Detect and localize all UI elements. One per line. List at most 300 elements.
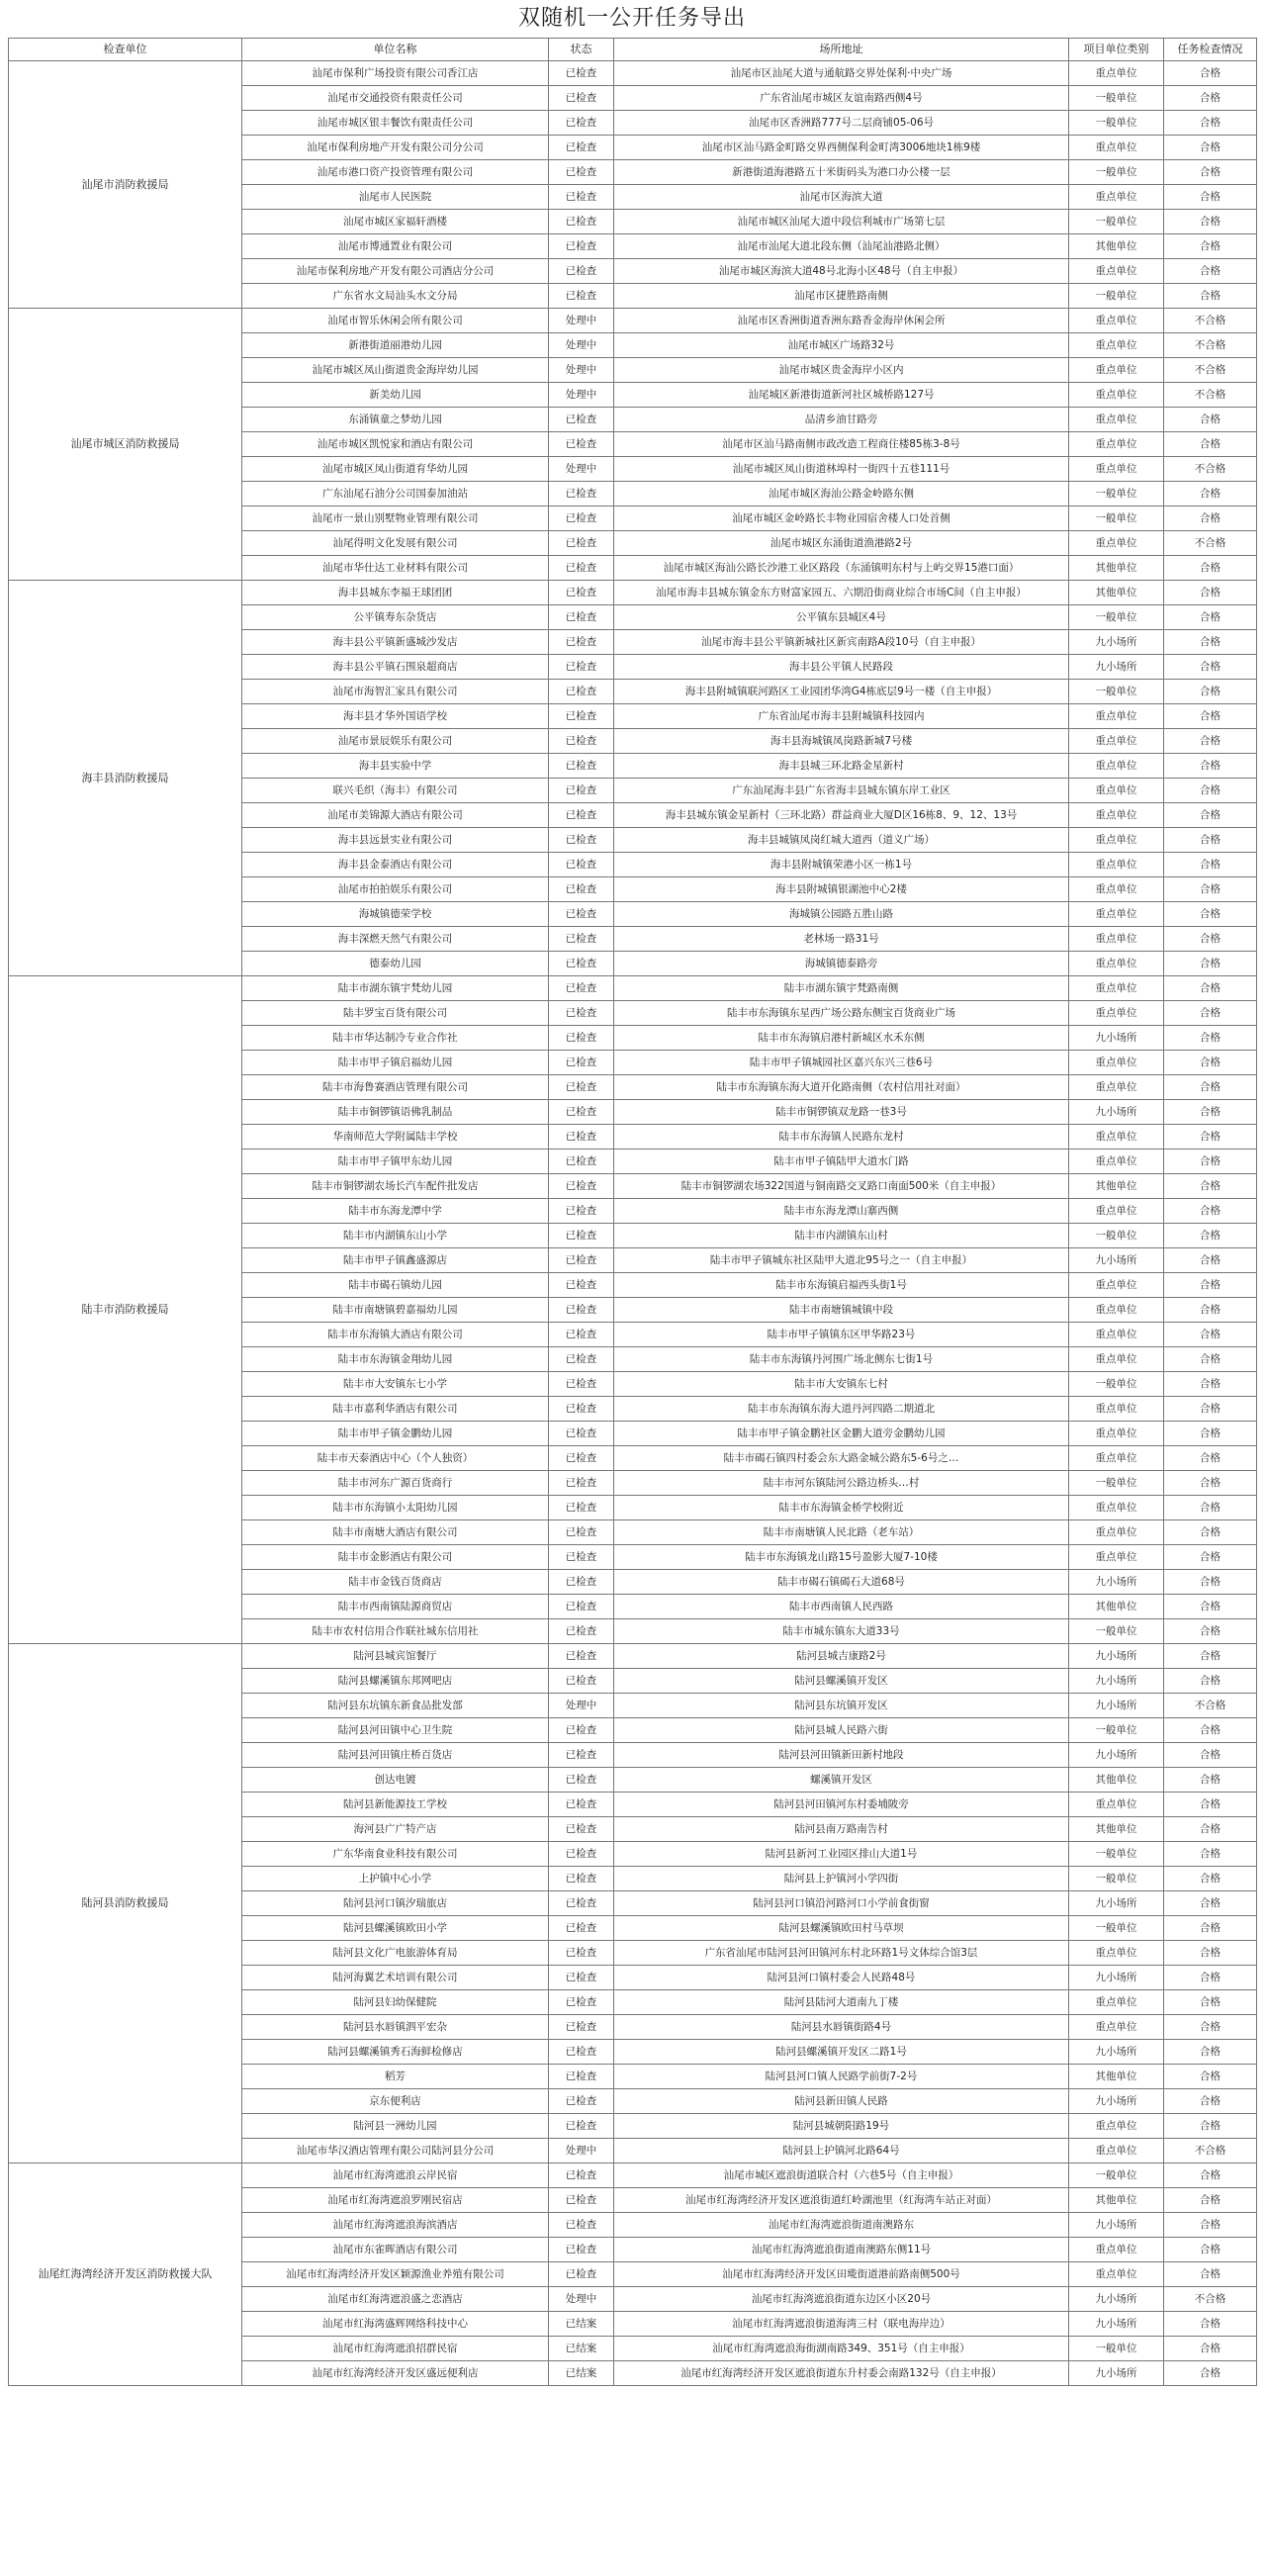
result-cell: 不合格 — [1164, 358, 1257, 383]
address-cell: 陆河县螺溪镇欧田村马草坝 — [614, 1916, 1069, 1941]
status-cell: 已检查 — [549, 1545, 614, 1570]
category-cell: 九小场所 — [1069, 630, 1164, 655]
address-cell: 海丰县公平镇人民路段 — [614, 655, 1069, 680]
unit-name-cell: 陆丰市南塘大酒店有限公司 — [242, 1520, 549, 1545]
status-cell: 已检查 — [549, 803, 614, 828]
unit-name-cell: 陆河县螺溪镇东邦网吧店 — [242, 1669, 549, 1694]
address-cell: 汕尾市红海湾遮浪街道南澳路东 — [614, 2213, 1069, 2238]
result-cell: 合格 — [1164, 2312, 1257, 2337]
inspection-unit-cell: 陆丰市消防救援局 — [9, 976, 242, 1644]
status-cell: 已检查 — [549, 185, 614, 210]
category-cell: 九小场所 — [1069, 2312, 1164, 2337]
category-cell: 重点单位 — [1069, 1075, 1164, 1100]
category-cell: 一般单位 — [1069, 160, 1164, 185]
result-cell: 合格 — [1164, 2065, 1257, 2089]
status-cell: 已检查 — [549, 531, 614, 556]
status-cell: 已检查 — [549, 61, 614, 86]
header-unit-name: 单位名称 — [242, 39, 549, 61]
unit-name-cell: 汕尾市景辰娱乐有限公司 — [242, 729, 549, 754]
unit-name-cell: 陆丰市西南镇陆源商贸店 — [242, 1595, 549, 1619]
unit-name-cell: 汕尾市美锦源大酒店有限公司 — [242, 803, 549, 828]
result-cell: 合格 — [1164, 581, 1257, 605]
status-cell: 已检查 — [549, 86, 614, 111]
address-cell: 陆丰市河东镇陆河公路边桥头…村 — [614, 1471, 1069, 1496]
status-cell: 已检查 — [549, 506, 614, 531]
result-cell: 合格 — [1164, 1570, 1257, 1595]
category-cell: 九小场所 — [1069, 2213, 1164, 2238]
address-cell: 陆河县城吉康路2号 — [614, 1644, 1069, 1669]
status-cell: 已检查 — [549, 284, 614, 309]
result-cell: 合格 — [1164, 2114, 1257, 2139]
unit-name-cell: 汕尾市华汉酒店管理有限公司陆河县分公司 — [242, 2139, 549, 2163]
document-page — [8, 0, 1256, 2386]
status-cell: 已检查 — [549, 754, 614, 779]
category-cell: 一般单位 — [1069, 284, 1164, 309]
address-cell: 陆河县城人民路六街 — [614, 1718, 1069, 1743]
unit-name-cell: 陆河县东坑镇东新食品批发部 — [242, 1694, 549, 1718]
unit-name-cell: 广东华南食业科技有限公司 — [242, 1842, 549, 1867]
result-cell: 不合格 — [1164, 1694, 1257, 1718]
address-cell: 陆河县上护镇河北路64号 — [614, 2139, 1069, 2163]
address-cell: 汕尾城区新港街道新河社区城桥路127号 — [614, 383, 1069, 408]
unit-name-cell: 海丰县城东李福王球团团 — [242, 581, 549, 605]
address-cell: 汕尾市城区金岭路长丰物业园宿舍楼人口处首侧 — [614, 506, 1069, 531]
result-cell: 合格 — [1164, 952, 1257, 976]
unit-name-cell: 陆丰市天泰酒店中心（个人独资） — [242, 1446, 549, 1471]
result-cell: 合格 — [1164, 506, 1257, 531]
result-cell: 合格 — [1164, 1966, 1257, 1990]
unit-name-cell: 德泰幼儿园 — [242, 952, 549, 976]
address-cell: 陆丰市碣石镇碣石大道68号 — [614, 1570, 1069, 1595]
result-cell: 合格 — [1164, 877, 1257, 902]
table-body — [9, 61, 1257, 2386]
address-cell: 汕尾市区海滨大道 — [614, 185, 1069, 210]
status-cell: 已检查 — [549, 2114, 614, 2139]
status-cell: 已检查 — [549, 1941, 614, 1966]
status-cell: 已检查 — [549, 1397, 614, 1422]
result-cell: 合格 — [1164, 2188, 1257, 2213]
status-cell: 已检查 — [549, 234, 614, 259]
status-cell: 已检查 — [549, 976, 614, 1001]
category-cell: 重点单位 — [1069, 803, 1164, 828]
address-cell: 海城镇德泰路旁 — [614, 952, 1069, 976]
category-cell: 重点单位 — [1069, 1051, 1164, 1075]
status-cell: 已检查 — [549, 779, 614, 803]
result-cell: 合格 — [1164, 1619, 1257, 1644]
unit-name-cell: 汕尾市城区家福轩酒楼 — [242, 210, 549, 234]
status-cell: 处理中 — [549, 2139, 614, 2163]
category-cell: 重点单位 — [1069, 457, 1164, 482]
status-cell: 已检查 — [549, 2040, 614, 2065]
result-cell: 合格 — [1164, 1768, 1257, 1793]
address-cell: 汕尾市区汕马路金町路交界西侧保利金町湾3006地块1栋9楼 — [614, 136, 1069, 160]
category-cell: 重点单位 — [1069, 309, 1164, 333]
unit-name-cell: 陆丰市碣石镇幼儿园 — [242, 1273, 549, 1298]
table-row — [9, 2163, 1257, 2188]
address-cell: 陆丰市东海镇龙山路15号盈影大厦7-10楼 — [614, 1545, 1069, 1570]
status-cell: 已检查 — [549, 1619, 614, 1644]
table-header-row — [9, 39, 1257, 61]
address-cell: 陆丰市甲子镇城东社区陆甲大道北95号之一（自主申报） — [614, 1248, 1069, 1273]
address-cell: 汕尾市区汕尾大道与通航路交界处保利·中央广场 — [614, 61, 1069, 86]
address-cell: 陆河县上护镇河小学四街 — [614, 1867, 1069, 1891]
status-cell: 处理中 — [549, 358, 614, 383]
unit-name-cell: 创达电镀 — [242, 1768, 549, 1793]
header-category: 项目单位类别 — [1069, 39, 1164, 61]
result-cell: 合格 — [1164, 1001, 1257, 1026]
category-cell: 重点单位 — [1069, 729, 1164, 754]
unit-name-cell: 汕尾市红海湾盛辉网络科技中心 — [242, 2312, 549, 2337]
category-cell: 重点单位 — [1069, 1793, 1164, 1817]
category-cell: 其他单位 — [1069, 1595, 1164, 1619]
table-row — [9, 309, 1257, 333]
unit-name-cell: 汕尾市东雀晖酒店有限公司 — [242, 2238, 549, 2262]
status-cell: 已检查 — [549, 1768, 614, 1793]
category-cell: 重点单位 — [1069, 136, 1164, 160]
status-cell: 已检查 — [549, 1422, 614, 1446]
header-status: 状态 — [549, 39, 614, 61]
status-cell: 已检查 — [549, 1298, 614, 1323]
category-cell: 重点单位 — [1069, 927, 1164, 952]
unit-name-cell: 陆丰市甲子镇鑫盛源店 — [242, 1248, 549, 1273]
unit-name-cell: 陆丰罗宝百货有限公司 — [242, 1001, 549, 1026]
address-cell: 海丰县附城镇联河路区工业园团华湾G4栋底层9号一楼（自主申报） — [614, 680, 1069, 704]
result-cell: 合格 — [1164, 1125, 1257, 1150]
unit-name-cell: 海丰县公平镇石围泉超商店 — [242, 655, 549, 680]
category-cell: 一般单位 — [1069, 2337, 1164, 2361]
category-cell: 重点单位 — [1069, 1446, 1164, 1471]
result-cell: 合格 — [1164, 1150, 1257, 1174]
category-cell: 重点单位 — [1069, 2114, 1164, 2139]
inspection-unit-cell: 汕尾红海湾经济开发区消防救援大队 — [9, 2163, 242, 2386]
inspection-unit-cell: 海丰县消防救援局 — [9, 581, 242, 976]
category-cell: 其他单位 — [1069, 1174, 1164, 1199]
category-cell: 重点单位 — [1069, 2015, 1164, 2040]
address-cell: 广东省汕尾市陆河县河田镇河东村北环路1号文体综合馆3层 — [614, 1941, 1069, 1966]
unit-name-cell: 汕尾市一景山别墅物业管理有限公司 — [242, 506, 549, 531]
category-cell: 九小场所 — [1069, 1026, 1164, 1051]
status-cell: 处理中 — [549, 1694, 614, 1718]
status-cell: 已检查 — [549, 655, 614, 680]
address-cell: 陆河县河田镇新田新村地段 — [614, 1743, 1069, 1768]
address-cell: 汕尾市城区汕尾大道中段信利城市广场第七层 — [614, 210, 1069, 234]
result-cell: 合格 — [1164, 408, 1257, 432]
result-cell: 合格 — [1164, 1743, 1257, 1768]
unit-name-cell: 东涌镇童之梦幼儿园 — [242, 408, 549, 432]
category-cell: 重点单位 — [1069, 1397, 1164, 1422]
category-cell: 一般单位 — [1069, 605, 1164, 630]
result-cell: 不合格 — [1164, 383, 1257, 408]
result-cell: 合格 — [1164, 2015, 1257, 2040]
result-cell: 合格 — [1164, 1867, 1257, 1891]
category-cell: 重点单位 — [1069, 1199, 1164, 1224]
result-cell: 合格 — [1164, 1397, 1257, 1422]
result-cell: 合格 — [1164, 1224, 1257, 1248]
category-cell: 重点单位 — [1069, 1323, 1164, 1347]
status-cell: 已检查 — [549, 2163, 614, 2188]
address-cell: 汕尾市区香洲路777号二层商铺05-06号 — [614, 111, 1069, 136]
category-cell: 其他单位 — [1069, 2065, 1164, 2089]
unit-name-cell: 陆丰市河东广源百货商行 — [242, 1471, 549, 1496]
status-cell: 已检查 — [549, 1347, 614, 1372]
unit-name-cell: 汕尾市保利广场投资有限公司香江店 — [242, 61, 549, 86]
category-cell: 重点单位 — [1069, 1941, 1164, 1966]
address-cell: 陆丰市东海镇东星西广场公路东侧宝百货商业广场 — [614, 1001, 1069, 1026]
unit-name-cell: 汕尾市红海湾遮浪招群民宿 — [242, 2337, 549, 2361]
status-cell: 已检查 — [549, 2089, 614, 2114]
status-cell: 已检查 — [549, 1793, 614, 1817]
address-cell: 海丰县城三环北路金星新村 — [614, 754, 1069, 779]
status-cell: 已检查 — [549, 2213, 614, 2238]
result-cell: 合格 — [1164, 2337, 1257, 2361]
result-cell: 合格 — [1164, 1496, 1257, 1520]
category-cell: 其他单位 — [1069, 2188, 1164, 2213]
unit-name-cell: 海丰深燃天然气有限公司 — [242, 927, 549, 952]
result-cell: 合格 — [1164, 2262, 1257, 2287]
address-cell: 陆丰市西南镇人民西路 — [614, 1595, 1069, 1619]
status-cell: 已检查 — [549, 1867, 614, 1891]
result-cell: 不合格 — [1164, 457, 1257, 482]
status-cell: 已检查 — [549, 1644, 614, 1669]
result-cell: 合格 — [1164, 1199, 1257, 1224]
status-cell: 已检查 — [549, 160, 614, 185]
address-cell: 汕尾市城区东涌街道渔港路2号 — [614, 531, 1069, 556]
category-cell: 九小场所 — [1069, 2089, 1164, 2114]
address-cell: 汕尾市红海湾遮浪海街湖南路349、351号（自主申报） — [614, 2337, 1069, 2361]
unit-name-cell: 陆丰市东海镇小太阳幼儿园 — [242, 1496, 549, 1520]
unit-name-cell: 陆河县新能源技工学校 — [242, 1793, 549, 1817]
table-row — [9, 61, 1257, 86]
category-cell: 重点单位 — [1069, 185, 1164, 210]
address-cell: 陆河县螺溪镇开发区二路1号 — [614, 2040, 1069, 2065]
unit-name-cell: 汕尾市海智汇家具有限公司 — [242, 680, 549, 704]
result-cell: 合格 — [1164, 655, 1257, 680]
category-cell: 重点单位 — [1069, 2262, 1164, 2287]
address-cell: 海丰县附城镇银湖池中心2楼 — [614, 877, 1069, 902]
status-cell: 已检查 — [549, 408, 614, 432]
status-cell: 已检查 — [549, 1520, 614, 1545]
address-cell: 陆丰市城东镇东大道33号 — [614, 1619, 1069, 1644]
result-cell: 合格 — [1164, 1273, 1257, 1298]
address-cell: 广东汕尾海丰县广东省海丰县城东镇东岸工业区 — [614, 779, 1069, 803]
category-cell: 重点单位 — [1069, 1150, 1164, 1174]
header-inspection-unit: 检查单位 — [9, 39, 242, 61]
result-cell: 合格 — [1164, 1075, 1257, 1100]
category-cell: 重点单位 — [1069, 704, 1164, 729]
address-cell: 陆丰市湖东镇宇梵路南侧 — [614, 976, 1069, 1001]
status-cell: 已检查 — [549, 1595, 614, 1619]
status-cell: 已检查 — [549, 1100, 614, 1125]
category-cell: 重点单位 — [1069, 902, 1164, 927]
table-row — [9, 581, 1257, 605]
category-cell: 重点单位 — [1069, 259, 1164, 284]
category-cell: 重点单位 — [1069, 61, 1164, 86]
status-cell: 已结案 — [549, 2337, 614, 2361]
category-cell: 一般单位 — [1069, 680, 1164, 704]
result-cell: 合格 — [1164, 1471, 1257, 1496]
status-cell: 已检查 — [549, 210, 614, 234]
unit-name-cell: 海丰县公平镇新盛城沙发店 — [242, 630, 549, 655]
address-cell: 陆河县水唇镇街路4号 — [614, 2015, 1069, 2040]
unit-name-cell: 汕尾市城区凤山街道育华幼儿园 — [242, 457, 549, 482]
status-cell: 已检查 — [549, 2015, 614, 2040]
address-cell: 陆丰市内湖镇东山村 — [614, 1224, 1069, 1248]
unit-name-cell: 海丰县实验中学 — [242, 754, 549, 779]
status-cell: 已检查 — [549, 902, 614, 927]
result-cell: 合格 — [1164, 1644, 1257, 1669]
status-cell: 处理中 — [549, 333, 614, 358]
status-cell: 已检查 — [549, 1669, 614, 1694]
result-cell: 合格 — [1164, 630, 1257, 655]
address-cell: 海丰县城镇凤岗红城大道西（道义广场） — [614, 828, 1069, 853]
status-cell: 已检查 — [549, 556, 614, 581]
status-cell: 已检查 — [549, 1817, 614, 1842]
category-cell: 其他单位 — [1069, 556, 1164, 581]
unit-name-cell: 陆丰市甲子镇金鹏幼儿园 — [242, 1422, 549, 1446]
unit-name-cell: 陆河县河口镇汐瑞旅店 — [242, 1891, 549, 1916]
address-cell: 汕尾市城区海汕公路长沙港工业区路段（东涌镇明东村与上屿交界15港口面） — [614, 556, 1069, 581]
address-cell: 海丰县海城镇凤岗路新城7号楼 — [614, 729, 1069, 754]
result-cell: 合格 — [1164, 234, 1257, 259]
status-cell: 已检查 — [549, 482, 614, 506]
result-cell: 不合格 — [1164, 2287, 1257, 2312]
unit-name-cell: 陆河县螺溪镇秀石海鲜检修店 — [242, 2040, 549, 2065]
address-cell: 汕尾市海丰县公平镇新城社区新宾南路A段10号（自主申报） — [614, 630, 1069, 655]
unit-name-cell: 汕尾市红海湾经济开发区盛远便利店 — [242, 2361, 549, 2386]
result-cell: 合格 — [1164, 1595, 1257, 1619]
result-cell: 合格 — [1164, 1842, 1257, 1867]
status-cell: 已检查 — [549, 680, 614, 704]
document-title: 双随机一公开任务导出 — [517, 6, 746, 31]
result-cell: 合格 — [1164, 160, 1257, 185]
category-cell: 一般单位 — [1069, 1619, 1164, 1644]
category-cell: 重点单位 — [1069, 408, 1164, 432]
status-cell: 已检查 — [549, 1174, 614, 1199]
status-cell: 已检查 — [549, 259, 614, 284]
category-cell: 其他单位 — [1069, 1817, 1164, 1842]
status-cell: 已检查 — [549, 2188, 614, 2213]
status-cell: 已检查 — [549, 1743, 614, 1768]
address-cell: 汕尾市城区海滨大道48号北海小区48号（自主申报） — [614, 259, 1069, 284]
status-cell: 已检查 — [549, 1966, 614, 1990]
result-cell: 合格 — [1164, 1941, 1257, 1966]
category-cell: 一般单位 — [1069, 1224, 1164, 1248]
status-cell: 已检查 — [549, 2065, 614, 2089]
address-cell: 汕尾市城区凤山街道林埠村一街四十五巷111号 — [614, 457, 1069, 482]
address-cell: 陆河县东坑镇开发区 — [614, 1694, 1069, 1718]
status-cell: 已检查 — [549, 2238, 614, 2262]
unit-name-cell: 新港街道丽港幼儿园 — [242, 333, 549, 358]
address-cell: 海城镇公园路五胜山路 — [614, 902, 1069, 927]
unit-name-cell: 广东省水文局汕头水文分局 — [242, 284, 549, 309]
unit-name-cell: 陆丰市金钱百货商店 — [242, 1570, 549, 1595]
category-cell: 其他单位 — [1069, 1768, 1164, 1793]
result-cell: 合格 — [1164, 556, 1257, 581]
status-cell: 已检查 — [549, 704, 614, 729]
address-cell: 陆丰市甲子镇金鹏社区金鹏大道旁金鹏幼儿园 — [614, 1422, 1069, 1446]
unit-name-cell: 陆丰市金影酒店有限公司 — [242, 1545, 549, 1570]
address-cell: 陆丰市南塘镇人民北路（老车站） — [614, 1520, 1069, 1545]
unit-name-cell: 陆丰市华达制冷专业合作社 — [242, 1026, 549, 1051]
result-cell: 合格 — [1164, 1446, 1257, 1471]
status-cell: 已检查 — [549, 1051, 614, 1075]
address-cell: 汕尾市汕尾大道北段东侧（汕尾汕港路北侧） — [614, 234, 1069, 259]
unit-name-cell: 陆河县河田镇庄桥百货店 — [242, 1743, 549, 1768]
header-address: 场所地址 — [614, 39, 1069, 61]
status-cell: 已检查 — [549, 1075, 614, 1100]
status-cell: 已检查 — [549, 877, 614, 902]
category-cell: 九小场所 — [1069, 1570, 1164, 1595]
result-cell: 合格 — [1164, 1100, 1257, 1125]
unit-name-cell: 汕尾市城区凯悦家和酒店有限公司 — [242, 432, 549, 457]
category-cell: 九小场所 — [1069, 2361, 1164, 2386]
result-cell: 合格 — [1164, 1545, 1257, 1570]
result-cell: 合格 — [1164, 803, 1257, 828]
result-cell: 合格 — [1164, 259, 1257, 284]
category-cell: 九小场所 — [1069, 2287, 1164, 2312]
category-cell: 一般单位 — [1069, 1842, 1164, 1867]
unit-name-cell: 汕尾市城区银丰餐饮有限责任公司 — [242, 111, 549, 136]
status-cell: 处理中 — [549, 2287, 614, 2312]
category-cell: 九小场所 — [1069, 1248, 1164, 1273]
address-cell: 陆河县河口镇人民路学前街7-2号 — [614, 2065, 1069, 2089]
address-cell: 陆丰市东海龙潭山寨西侧 — [614, 1199, 1069, 1224]
unit-name-cell: 陆丰市东海镇金翔幼儿园 — [242, 1347, 549, 1372]
category-cell: 一般单位 — [1069, 1916, 1164, 1941]
result-cell: 合格 — [1164, 729, 1257, 754]
result-cell: 合格 — [1164, 605, 1257, 630]
unit-name-cell: 陆丰市湖东镇宇梵幼儿园 — [242, 976, 549, 1001]
category-cell: 一般单位 — [1069, 1867, 1164, 1891]
address-cell: 汕尾市红海湾遮浪街道南澳路东侧11号 — [614, 2238, 1069, 2262]
unit-name-cell: 陆河海翼艺术培训有限公司 — [242, 1966, 549, 1990]
unit-name-cell: 汕尾市保利房地产开发有限公司酒店分公司 — [242, 259, 549, 284]
result-cell: 合格 — [1164, 1248, 1257, 1273]
unit-name-cell: 陆丰市甲子镇甲东幼儿园 — [242, 1150, 549, 1174]
unit-name-cell: 汕尾市博通置业有限公司 — [242, 234, 549, 259]
result-cell: 合格 — [1164, 680, 1257, 704]
unit-name-cell: 陆丰市南塘镇碧嘉福幼儿园 — [242, 1298, 549, 1323]
category-cell: 重点单位 — [1069, 1990, 1164, 2015]
unit-name-cell: 陆河县妇幼保健院 — [242, 1990, 549, 2015]
unit-name-cell: 汕尾市华仕达工业材料有限公司 — [242, 556, 549, 581]
address-cell: 陆河县河田镇河东村委埔陂旁 — [614, 1793, 1069, 1817]
unit-name-cell: 广东汕尾石油分公司国泰加油站 — [242, 482, 549, 506]
table-row — [9, 1644, 1257, 1669]
unit-name-cell: 汕尾市红海湾遮浪罗刚民宿店 — [242, 2188, 549, 2213]
result-cell: 合格 — [1164, 284, 1257, 309]
result-cell: 合格 — [1164, 111, 1257, 136]
status-cell: 已检查 — [549, 136, 614, 160]
address-cell: 海丰县城东镇金星新村（三环北路）群益商业大厦D区16栋8、9、12、13号 — [614, 803, 1069, 828]
unit-name-cell: 汕尾市港口资产投资管理有限公司 — [242, 160, 549, 185]
category-cell: 其他单位 — [1069, 581, 1164, 605]
unit-name-cell: 汕尾市智乐休闲会所有限公司 — [242, 309, 549, 333]
status-cell: 已检查 — [549, 1199, 614, 1224]
unit-name-cell: 联兴毛织（海丰）有限公司 — [242, 779, 549, 803]
address-cell: 陆丰市大安镇东七村 — [614, 1372, 1069, 1397]
result-cell: 合格 — [1164, 1718, 1257, 1743]
result-cell: 合格 — [1164, 1422, 1257, 1446]
category-cell: 重点单位 — [1069, 1125, 1164, 1150]
address-cell: 汕尾市城区广场路32号 — [614, 333, 1069, 358]
result-cell: 不合格 — [1164, 333, 1257, 358]
result-cell: 合格 — [1164, 2040, 1257, 2065]
unit-name-cell: 海河县广广特产店 — [242, 1817, 549, 1842]
address-cell: 陆河县陆河大道南九丁楼 — [614, 1990, 1069, 2015]
address-cell: 陆河县河口镇村委会人民路48号 — [614, 1966, 1069, 1990]
category-cell: 一般单位 — [1069, 1718, 1164, 1743]
